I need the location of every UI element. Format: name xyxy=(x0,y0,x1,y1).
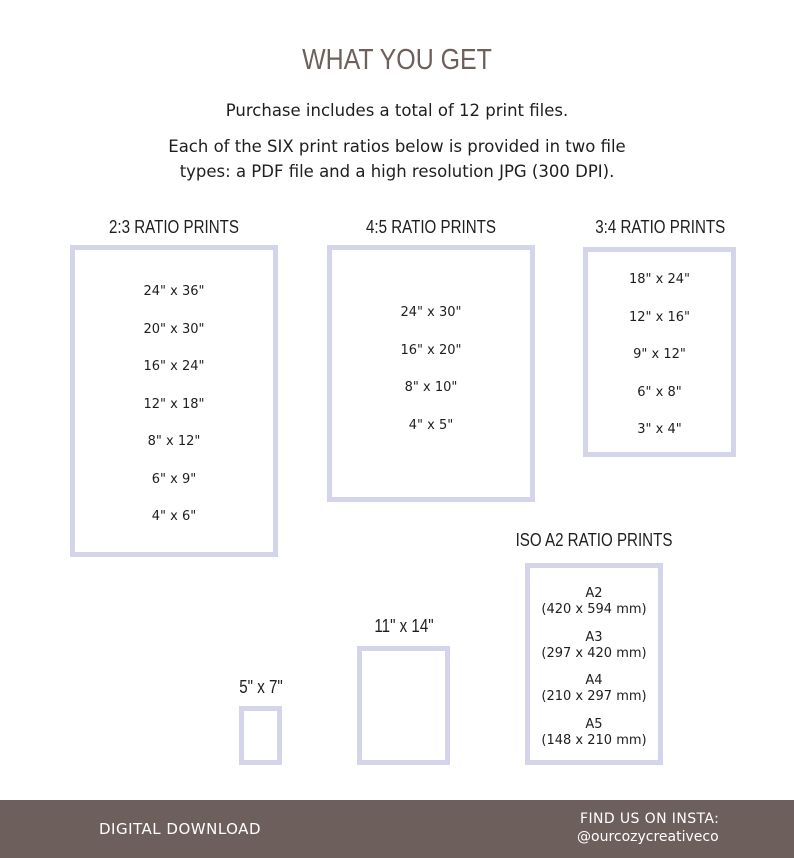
iso-size-mm: (148 x 210 mm) xyxy=(541,732,647,748)
print-size: 16" x 20" xyxy=(400,342,462,358)
footer-bar xyxy=(0,800,794,858)
insta-label: FIND US ON INSTA: xyxy=(580,811,720,827)
intro-line-2: Each of the SIX print ratios below is provided in two file xyxy=(168,137,626,156)
print-size: 8" x 10" xyxy=(404,380,458,395)
print-size: 16" x 24" xyxy=(143,359,205,374)
print-size: 20" x 30" xyxy=(143,321,205,337)
print-size: 3" x 4" xyxy=(637,422,682,437)
print-size: 18" x 24" xyxy=(628,272,690,287)
print-size: 6" x 8" xyxy=(637,384,682,400)
print-size: 24" x 30" xyxy=(400,305,462,320)
iso-a2-frame xyxy=(525,563,663,765)
intro-line-3: types: a PDF file and a high resolution JPG (300 DPI). xyxy=(179,162,615,181)
size-5x7-title: 5" x 7" xyxy=(239,677,283,697)
iso-size-mm: (297 x 420 mm) xyxy=(541,645,647,661)
iso-size-name: A5 xyxy=(585,716,603,732)
page-heading: WHAT YOU GET xyxy=(302,44,492,76)
ratio-3-4-frame xyxy=(583,247,736,457)
iso-size-name: A3 xyxy=(585,629,603,645)
print-size: 12" x 16" xyxy=(628,309,690,325)
insta-handle[interactable]: @ourcozycreativeco xyxy=(577,829,719,845)
print-size: 12" x 18" xyxy=(143,396,205,412)
iso-a2-size-list xyxy=(530,568,658,760)
ratio-2-3-title: 2:3 RATIO PRINTS xyxy=(109,217,239,237)
intro-line-1: Purchase includes a total of 12 print files. xyxy=(225,101,569,120)
print-size: 4" x 6" xyxy=(151,509,197,524)
print-size: 8" x 12" xyxy=(147,434,201,449)
print-size: 4" x 5" xyxy=(408,417,454,433)
size-5x7-frame xyxy=(239,706,282,765)
iso-size-mm: (210 x 297 mm) xyxy=(541,689,647,704)
iso-size-mm: (420 x 594 mm) xyxy=(541,602,647,617)
iso-size-name: A2 xyxy=(585,586,603,601)
digital-download-label: DIGITAL DOWNLOAD xyxy=(99,820,261,838)
print-size: 6" x 9" xyxy=(151,471,197,487)
size-11x14-frame xyxy=(357,646,450,765)
iso-size-name: A4 xyxy=(585,673,603,688)
ratio-4-5-title: 4:5 RATIO PRINTS xyxy=(366,217,496,237)
size-11x14-title: 11" x 14" xyxy=(374,616,434,636)
ratio-3-4-title: 3:4 RATIO PRINTS xyxy=(595,217,726,237)
ratio-4-5-frame xyxy=(327,245,535,502)
ratio-2-3-frame xyxy=(70,245,278,557)
print-size: 9" x 12" xyxy=(633,347,686,362)
print-size: 24" x 36" xyxy=(143,284,205,299)
iso-a2-title: ISO A2 RATIO PRINTS xyxy=(515,530,673,550)
